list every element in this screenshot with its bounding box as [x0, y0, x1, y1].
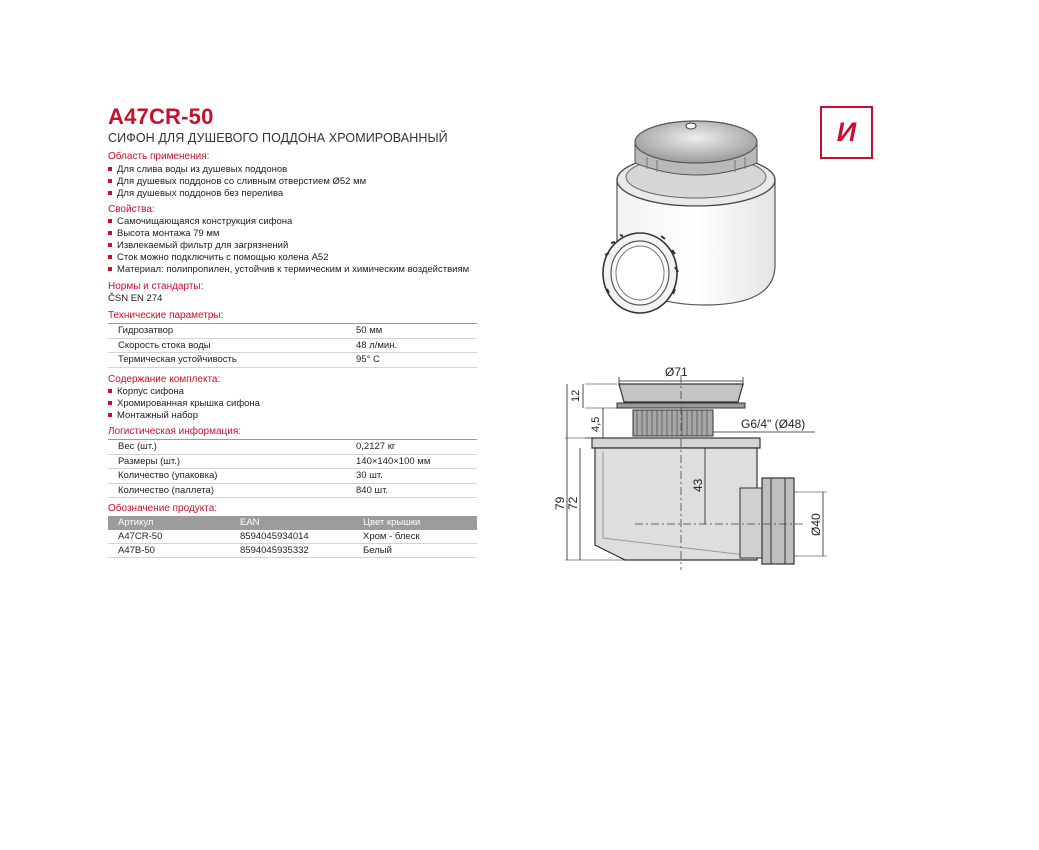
standards-value: ČSN EN 274 [108, 293, 163, 304]
properties-heading: Свойства: [108, 204, 155, 215]
list-item: Монтажный набор [108, 410, 260, 422]
product-code: A47CR-50 [108, 104, 214, 129]
tech-label: Гидрозатвор [118, 325, 174, 336]
dim-h79: 79 [553, 496, 567, 510]
logistics-label: Количество (паллета) [118, 484, 214, 496]
logistics-value: 30 шт. [356, 470, 383, 481]
list-item: Корпус сифона [108, 386, 260, 398]
logistics-value: 0,2127 кг [356, 441, 396, 452]
dim-h43: 43 [691, 478, 705, 492]
brand-logo [820, 106, 873, 159]
logistics-value: 840 шт. [356, 484, 389, 496]
table-row [108, 484, 477, 499]
column-header: EAN [240, 517, 260, 528]
logistics-value: 140×140×100 мм [356, 455, 431, 467]
tech-label: Термическая устойчивость [118, 354, 237, 365]
list-item: Самочищающаяся конструкция сифона [108, 216, 469, 228]
application-heading: Область применения: [108, 151, 210, 162]
logistics-label: Размеры (шт.) [118, 455, 181, 467]
table-row [108, 530, 477, 544]
column-header: Цвет крышки [363, 517, 421, 528]
body-shape [595, 448, 757, 560]
logistics-table [108, 439, 477, 498]
list-item: Для душевых поддонов без перелива [108, 188, 366, 200]
properties-list [108, 216, 469, 276]
designation-table [108, 516, 477, 558]
list-item: Сток можно подключить с помощью колена А52 [108, 252, 469, 264]
list-item: Материал: полипропилен, устойчив к термическим и химическим воздействиям [108, 264, 469, 276]
ean-cell: 8594045935332 [240, 545, 309, 556]
list-item: Для слива воды из душевых поддонов [108, 164, 366, 176]
tech-heading: Технические параметры: [108, 310, 224, 321]
column-header: Артикул [118, 517, 154, 528]
logistics-label: Количество (упаковка) [118, 470, 218, 481]
article-cell: A47B-50 [118, 545, 155, 556]
ring-shape [592, 438, 760, 448]
table-header [108, 516, 477, 530]
brand-letter: И [836, 117, 857, 147]
color-cell: Хром - блеск [363, 531, 420, 542]
table-row [108, 323, 477, 339]
dim-d40: Ø40 [809, 513, 823, 536]
product-subtitle: СИФОН ДЛЯ ДУШЕВОГО ПОДДОНА ХРОМИРОВАННЫЙ [108, 131, 448, 145]
table-row [108, 353, 477, 368]
list-item: Хромированная крышка сифона [108, 398, 260, 410]
technical-drawing [545, 360, 845, 575]
tech-label: Скорость стока воды [118, 339, 211, 351]
tech-value: 95° C [356, 354, 380, 365]
logistics-label: Вес (шт.) [118, 441, 157, 452]
dim-h45: 4,5 [590, 416, 602, 432]
outlet-shape [740, 488, 762, 558]
dim-h12: 12 [570, 389, 582, 402]
table-row [108, 469, 477, 484]
list-item: Высота монтажа 79 мм [108, 228, 469, 240]
tech-value: 50 мм [356, 325, 383, 336]
list-item: Для душевых поддонов со сливным отверстием Ø52 мм [108, 176, 366, 188]
table-row [108, 339, 477, 354]
ean-cell: 8594045934014 [240, 531, 309, 542]
thread-shape [633, 410, 713, 436]
list-item: Извлекаемый фильтр для загрязнений [108, 240, 469, 252]
dim-thread: G6/4" (Ø48) [741, 417, 806, 431]
designation-heading: Обозначение продукта: [108, 503, 218, 514]
article-cell: A47CR-50 [118, 531, 163, 542]
table-row [108, 455, 477, 470]
tech-table [108, 323, 477, 368]
color-cell: Белый [363, 545, 392, 556]
table-row [108, 439, 477, 455]
siphon-product-image [595, 105, 795, 320]
application-list [108, 164, 366, 200]
outlet-nut-shape [762, 478, 794, 564]
logistics-heading: Логистическая информация: [108, 426, 242, 437]
tech-value: 48 л/мин. [356, 339, 398, 351]
dim-h72: 72 [566, 496, 580, 510]
dim-d71: Ø71 [665, 365, 688, 379]
table-row [108, 544, 477, 558]
kit-heading: Содержание комплекта: [108, 374, 221, 385]
kit-list [108, 386, 260, 422]
standards-heading: Нормы и стандарты: [108, 281, 204, 292]
